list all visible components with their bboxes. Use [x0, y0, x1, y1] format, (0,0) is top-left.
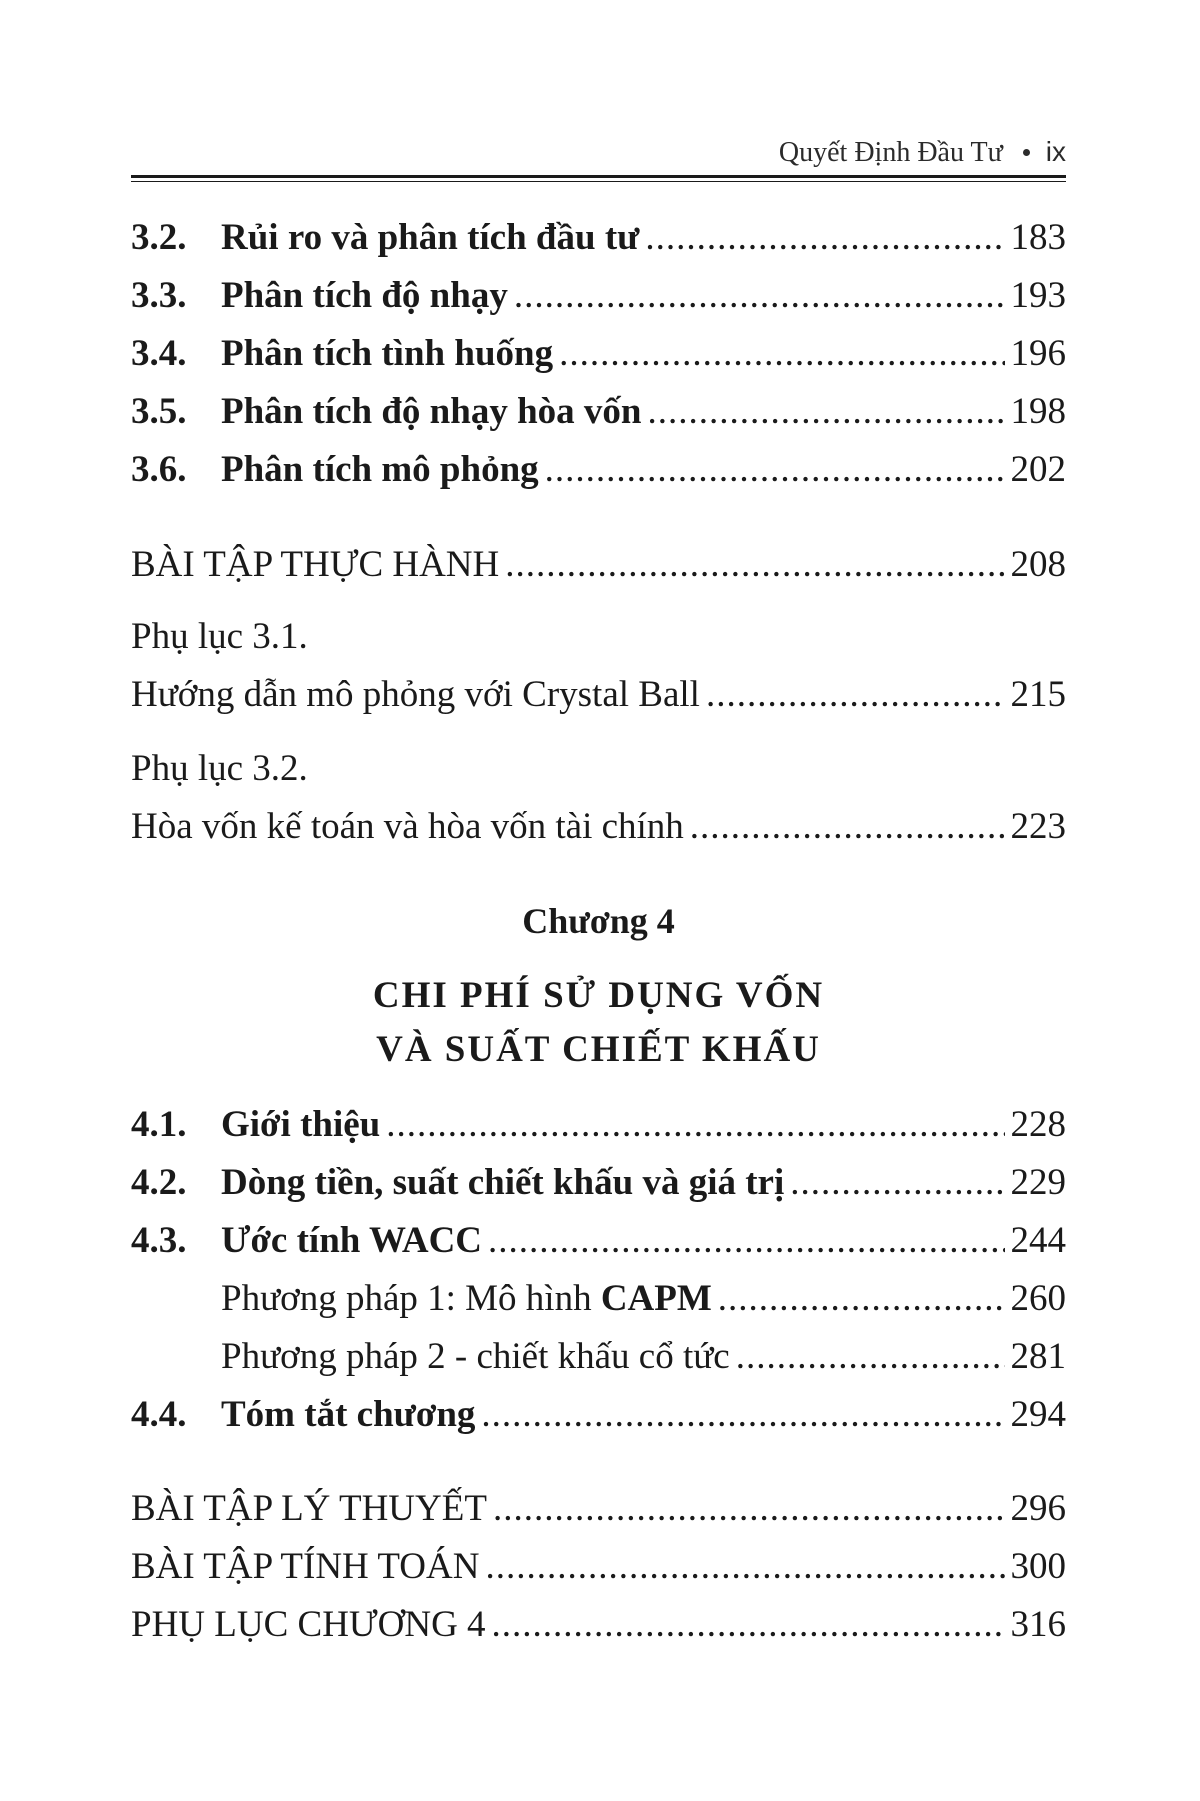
toc-entry-page: 215 — [1010, 674, 1066, 715]
toc-entry-page: 316 — [1010, 1604, 1066, 1645]
toc-entry-title: Hòa vốn kế toán và hòa vốn tài chính — [131, 806, 684, 847]
dot-leader — [481, 1390, 1004, 1440]
dot-leader — [718, 1274, 1005, 1324]
chapter-title-line-2: VÀ SUẤT CHIẾT KHẤU — [376, 1029, 821, 1070]
toc-entry-page: 198 — [1010, 391, 1066, 432]
running-header — [779, 136, 1066, 169]
dot-leader — [559, 329, 1004, 379]
toc-subentry-method-2[interactable] — [131, 1332, 1066, 1382]
toc-subentry-title: Phương pháp 2 - chiết khấu cổ tức — [221, 1336, 730, 1377]
toc-entry-3-2[interactable] — [131, 213, 1066, 263]
dot-leader — [492, 1600, 1005, 1650]
toc-entry-title: BÀI TẬP LÝ THUYẾT — [131, 1488, 487, 1529]
toc-entry-3-3[interactable] — [131, 271, 1066, 321]
header-rule-thin — [131, 181, 1066, 182]
toc-entry-practice[interactable] — [131, 540, 1066, 590]
toc-entry-number: 3.3. — [131, 275, 187, 316]
toc-subentry-title — [221, 1274, 712, 1324]
toc-entry-title: Phân tích độ nhạy hòa vốn — [221, 391, 642, 432]
toc-entry-appendix-3-2[interactable] — [131, 802, 1066, 852]
dot-leader — [386, 1100, 1004, 1150]
dot-leader — [736, 1332, 1005, 1382]
dot-leader — [514, 271, 1005, 321]
toc-entry-number: 3.6. — [131, 449, 187, 490]
dot-leader — [645, 213, 1004, 263]
bullet-dot-icon — [1023, 149, 1030, 156]
toc-entry-title: Rủi ro và phân tích đầu tư — [221, 217, 640, 258]
dot-leader — [790, 1158, 1004, 1208]
appendix-3-1-label: Phụ lục 3.1. — [131, 616, 308, 657]
toc-entry-3-5[interactable] — [131, 387, 1066, 437]
toc-entry-number: 4.1. — [131, 1104, 187, 1145]
toc-entry-page: 244 — [1010, 1220, 1066, 1261]
dot-leader — [505, 540, 1004, 590]
toc-entry-calculation-exercises[interactable] — [131, 1542, 1066, 1592]
toc-entry-title: Dòng tiền, suất chiết khấu và giá trị — [221, 1162, 785, 1203]
toc-entry-page: 223 — [1010, 806, 1066, 847]
toc-entry-page: 260 — [1010, 1278, 1066, 1319]
dot-leader — [545, 445, 1005, 495]
toc-entry-title: Phân tích tình huống — [221, 333, 554, 374]
chapter-label: Chương 4 — [522, 901, 675, 941]
toc-entry-page: 294 — [1010, 1394, 1066, 1435]
toc-entry-page: 300 — [1010, 1546, 1066, 1587]
toc-entry-number: 4.3. — [131, 1220, 187, 1261]
appendix-3-2-label: Phụ lục 3.2. — [131, 748, 308, 789]
toc-entry-number: 3.5. — [131, 391, 187, 432]
toc-entry-4-1[interactable] — [131, 1100, 1066, 1150]
dot-leader — [485, 1542, 1004, 1592]
dot-leader — [648, 387, 1005, 437]
toc-entry-page: 193 — [1010, 275, 1066, 316]
toc-subentry-title-bold: CAPM — [600, 1278, 712, 1319]
toc-entry-page: 208 — [1010, 544, 1066, 585]
toc-entry-number: 4.4. — [131, 1394, 187, 1435]
dot-leader — [493, 1484, 1005, 1534]
toc-entry-appendix-3-1[interactable] — [131, 670, 1066, 720]
toc-entry-3-4[interactable] — [131, 329, 1066, 379]
dot-leader — [706, 670, 1005, 720]
header-rule-thick — [131, 175, 1066, 178]
toc-subentry-title-prefix: Phương pháp 1: Mô hình — [221, 1278, 601, 1319]
toc-entry-title: Ước tính WACC — [221, 1220, 483, 1261]
toc-entry-title: Tóm tắt chương — [221, 1394, 476, 1435]
toc-entry-title: PHỤ LỤC CHƯƠNG 4 — [131, 1604, 486, 1645]
toc-entry-4-2[interactable] — [131, 1158, 1066, 1208]
toc-entry-title: Giới thiệu — [221, 1104, 381, 1145]
toc-entry-page: 196 — [1010, 333, 1066, 374]
toc-entry-title: Phân tích độ nhạy — [221, 275, 508, 316]
toc-entry-number: 3.4. — [131, 333, 187, 374]
toc-entry-3-6[interactable] — [131, 445, 1066, 495]
toc-entry-title: Hướng dẫn mô phỏng với Crystal Ball — [131, 674, 700, 715]
toc-entry-theory-exercises[interactable] — [131, 1484, 1066, 1534]
toc-entry-4-4[interactable] — [131, 1390, 1066, 1440]
toc-subentry-method-1[interactable] — [131, 1274, 1066, 1324]
toc-entry-title: Phân tích mô phỏng — [221, 449, 539, 490]
toc-entry-page: 183 — [1010, 217, 1066, 258]
chapter-title-line-1: CHI PHÍ SỬ DỤNG VỐN — [372, 975, 825, 1016]
toc-entry-number: 4.2. — [131, 1162, 187, 1203]
dot-leader — [690, 802, 1005, 852]
toc-entry-page: 202 — [1010, 449, 1066, 490]
toc-entry-title: BÀI TẬP TÍNH TOÁN — [131, 1546, 480, 1587]
toc-entry-page: 228 — [1010, 1104, 1066, 1145]
toc-entry-chapter-4-appendix[interactable] — [131, 1600, 1066, 1650]
header-book-title: Quyết Định Đầu Tư — [778, 137, 1003, 168]
header-page-number: ix — [1045, 136, 1066, 167]
toc-entry-number: 3.2. — [131, 217, 187, 258]
toc-entry-title: BÀI TẬP THỰC HÀNH — [131, 544, 500, 585]
toc-entry-4-3[interactable] — [131, 1216, 1066, 1266]
dot-leader — [488, 1216, 1004, 1266]
toc-entry-page: 229 — [1010, 1162, 1066, 1203]
toc-entry-page: 281 — [1010, 1336, 1066, 1377]
toc-entry-page: 296 — [1010, 1488, 1066, 1529]
